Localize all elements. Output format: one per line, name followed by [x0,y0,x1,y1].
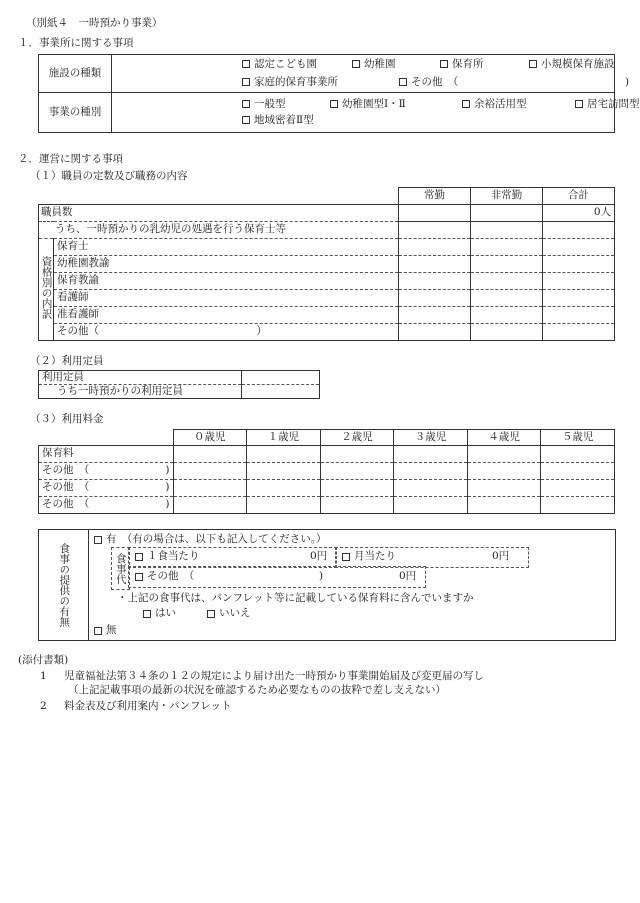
staff-count-parttime[interactable] [471,205,543,222]
checkbox-icon [207,610,215,618]
fee-cell[interactable] [394,497,468,514]
staff-count-label: 職員数 [39,205,399,222]
checkbox-icon [352,60,360,68]
attachments-title: (添付書類) [18,654,69,666]
fee-cell[interactable] [394,463,468,480]
per-month-option[interactable]: 月当たり [342,550,396,563]
attachment-note: （上記記載事項の最新の状況を確認するため必要なものの抜粋で差し支えない） [68,684,446,696]
fee-row-other: その他 （ ) [39,497,174,514]
header-fulltime: 常勤 [399,188,471,205]
fee-cell[interactable] [173,446,247,463]
fee-cell[interactable] [467,463,541,480]
temp-care-parttime[interactable] [471,222,543,239]
business-option-surplus[interactable]: 余裕活用型 [462,98,527,111]
facility-type-label: 施設の種類 [39,55,112,93]
qual-row-cell[interactable] [471,273,543,290]
section1-title: １．事業所に関する事項 [18,37,134,49]
checkbox-icon [143,610,151,618]
facility-option-nursery[interactable]: 保育所 [440,58,484,71]
fee-cell[interactable] [247,497,321,514]
temp-care-total[interactable] [543,222,615,239]
business-option-home-visit[interactable]: 居宅訪問型 [575,98,640,111]
fee-row-other: その他 （ ) [39,463,174,480]
checkbox-icon [242,60,250,68]
header-total: 合計 [543,188,615,205]
attachment-text: 料金表及び利用案内・パンフレット [64,700,232,712]
age-header: ５歳児 [541,430,615,446]
business-option-kindergarten[interactable]: 幼稚園型Ⅰ・Ⅱ [330,98,406,111]
fees-title: （３）利用料金 [30,413,104,425]
qual-row-cell[interactable] [543,256,615,273]
fee-cell[interactable] [320,446,394,463]
checkbox-icon [242,100,250,108]
capacity-title: （２）利用定員 [30,355,104,367]
fees-table [38,429,615,514]
fee-cell[interactable] [320,497,394,514]
checkbox-icon [94,627,102,635]
meal-other-box [128,566,426,588]
checkbox-icon [242,116,250,124]
meal-other-option[interactable]: その他 （ [135,570,194,583]
facility-table [38,54,640,133]
form-header: （別紙４ 一時預かり事業） [26,17,163,29]
age-header: ２歳児 [320,430,394,446]
meal-other-value: 0円 [399,570,417,582]
qual-row-cell[interactable] [471,307,543,324]
temp-care-label: うち、一時預かりの乳幼児の処遇を行う保育士等 [39,222,399,239]
qual-row-cell[interactable] [399,290,471,307]
staff-table [38,187,615,341]
fee-cell[interactable] [541,497,615,514]
age-header: １歳児 [247,430,321,446]
fee-cell[interactable] [173,463,247,480]
temp-capacity-value[interactable] [242,385,320,399]
qual-row-cell[interactable] [543,324,615,341]
facility-option-small-nursery[interactable]: 小規模保育施設 [529,58,615,71]
business-option-general[interactable]: 一般型 [242,98,286,111]
qual-side-label: 資格別の内訳 [39,239,54,341]
section2-title: ２．運営に関する事項 [18,153,123,165]
per-meal-value: 0円 [310,550,328,562]
qual-row-cell[interactable] [471,290,543,307]
checkbox-icon [399,78,407,86]
capacity-label: 利用定員 [39,371,242,385]
checkbox-icon [330,100,338,108]
staff-count-fulltime[interactable] [399,205,471,222]
answer-yes-option[interactable]: はい [143,607,176,620]
business-type-options [112,93,640,133]
fee-cell[interactable] [173,497,247,514]
meal-box [38,529,616,641]
qual-row-cell[interactable] [543,290,615,307]
fee-cell[interactable] [541,480,615,497]
qual-row-cell[interactable] [471,256,543,273]
facility-option-nintei[interactable]: 認定こども園 [242,58,317,71]
capacity-value[interactable] [242,371,320,385]
checkbox-icon [462,100,470,108]
age-header: ３歳児 [394,430,468,446]
qual-row-cell[interactable] [543,307,615,324]
qual-row-label: 保育士 [54,239,399,256]
qual-row-cell[interactable] [399,256,471,273]
checkbox-icon [135,553,143,561]
attachment-num: 1 [40,670,47,682]
qual-row-cell[interactable] [471,239,543,256]
meal-no-option[interactable]: 無 [94,624,117,637]
checkbox-icon [242,78,250,86]
meal-other-close: ) [319,570,324,582]
qual-row-cell[interactable] [543,273,615,290]
qual-row-cell[interactable] [399,239,471,256]
facility-type-options [112,55,630,93]
qual-row-label: 准看護師 [54,307,399,324]
fee-cell[interactable] [467,480,541,497]
meal-fee-label: 食事代 [111,547,130,590]
fee-cell[interactable] [173,480,247,497]
attachment-num: 2 [40,700,47,712]
answer-no-option[interactable]: いいえ [207,607,251,620]
fee-cell[interactable] [247,446,321,463]
fee-cell[interactable] [247,463,321,480]
per-meal-option[interactable]: １食当たり [135,550,200,563]
facility-option-family[interactable]: 家庭的保育事業所 [242,76,338,89]
qual-row-label: その他（ ） [54,324,399,341]
age-header: ０歳児 [173,430,247,446]
fee-cell[interactable] [247,480,321,497]
fee-cell[interactable] [541,463,615,480]
per-month-value: 0円 [492,550,510,562]
fee-cell[interactable] [320,480,394,497]
attachment-text: 児童福祉法第３４条の１２の規定により届け出た一時預かり事業開始届及び変更届の写し [64,670,484,682]
temp-capacity-label: うち一時預かりの利用定員 [39,385,242,399]
checkbox-icon [575,100,583,108]
business-option-community[interactable]: 地域密着Ⅱ型 [242,114,314,127]
meal-yes-option[interactable]: 有 （有の場合は、以下も記入してください。） [94,533,327,546]
facility-option-other[interactable]: その他 （ [399,76,458,89]
fee-cell[interactable] [467,497,541,514]
facility-option-kindergarten[interactable]: 幼稚園 [352,58,396,71]
qual-row-label: 保育教諭 [54,273,399,290]
checkbox-icon [342,553,350,561]
qual-row-cell[interactable] [543,239,615,256]
fee-cell[interactable] [320,463,394,480]
fee-cell[interactable] [541,446,615,463]
facility-other-close: ) [625,75,630,88]
meal-side-label: 食事の提供の有無 [39,530,89,640]
fee-cell[interactable] [467,446,541,463]
qual-row-label: 看護師 [54,290,399,307]
staff-title: （１）職員の定数及び職務の内容 [30,170,188,182]
qual-row-cell[interactable] [399,307,471,324]
meal-question: ・上記の食事代は、パンフレット等に記載している保育料に含んでいますか [117,592,474,604]
qual-row-label: 幼稚園教諭 [54,256,399,273]
fee-row-other: その他 （ ) [39,480,174,497]
business-type-label: 事業の種別 [39,93,112,133]
fee-cell[interactable] [394,480,468,497]
staff-count-total: 0人 [543,205,615,222]
temp-care-fulltime[interactable] [399,222,471,239]
fee-row-label: 保育料 [39,446,174,463]
capacity-table [38,370,320,399]
qual-row-cell[interactable] [399,273,471,290]
per-month-box [335,547,529,568]
age-header: ４歳児 [467,430,541,446]
checkbox-icon [135,573,143,581]
qual-row-cell[interactable] [471,324,543,341]
header-parttime: 非常勤 [471,188,543,205]
checkbox-icon [94,536,102,544]
qual-row-cell[interactable] [399,324,471,341]
fee-cell[interactable] [394,446,468,463]
per-meal-box [128,547,337,568]
checkbox-icon [440,60,448,68]
checkbox-icon [529,60,537,68]
